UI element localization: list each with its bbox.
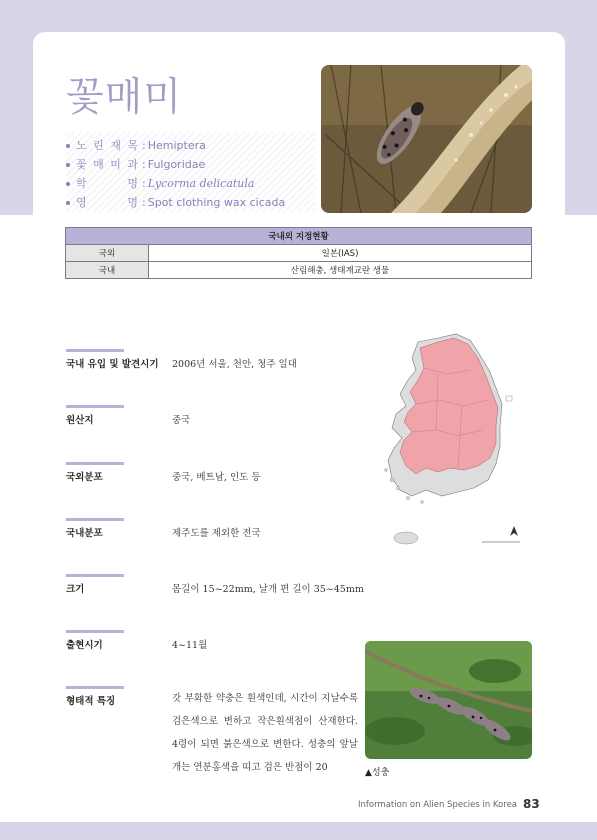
info-label-introduction: 국내 유입 및 발견시기 — [66, 349, 159, 370]
status-row-value: 산림해충, 생태계교란 생물 — [149, 262, 532, 279]
bullet-icon — [66, 144, 70, 148]
species-photo — [321, 65, 532, 213]
page-number: 83 — [523, 797, 540, 811]
info-label-size: 크기 — [66, 574, 124, 595]
status-row-value: 일본(IAS) — [149, 245, 532, 262]
status-table-header: 국내외 지정현황 — [66, 228, 532, 245]
footer-band — [0, 822, 597, 840]
info-value-foreign-distribution: 중국, 베트남, 인도 등 — [172, 472, 261, 483]
species-title: 꽃매미 — [66, 75, 183, 120]
designation-status-table — [65, 227, 532, 279]
bullet-icon — [66, 182, 70, 186]
north-arrow-icon — [482, 526, 520, 542]
info-value-size: 몸길이 15~22mm, 날개 편 길이 35~45mm — [172, 584, 364, 595]
fact-family: 꽃 매 미 과 : Fulgoridae — [66, 156, 205, 172]
morphology-description: 갓 부화한 약충은 흰색인데, 시간이 지날수록 검은색으로 변하고 작은흰색점이 산재한다. 4령이 되면 붉은색으로 변한다. 성충의 앞날개는 연분홍색을 띠고 검은 반점이 20 — [172, 693, 358, 773]
info-value-season: 4~11월 — [172, 640, 208, 651]
info-label-domestic-distribution: 국내분포 — [66, 518, 124, 539]
status-row-label: 국외 — [66, 245, 149, 262]
info-value-domestic-distribution: 제주도를 제외한 전국 — [172, 528, 261, 539]
fact-scientific-name: 학 명 : Lycorma delicatula — [66, 175, 254, 191]
adult-photo — [365, 641, 532, 759]
info-value-introduction: 2006년 서울, 천안, 청주 일대 — [172, 359, 297, 370]
info-label-foreign-distribution: 국외분포 — [66, 462, 124, 483]
fact-order: 노 린 재 목 : Hemiptera — [66, 137, 206, 153]
info-value-origin: 중국 — [172, 415, 191, 426]
footer-publication: Information on Alien Species in Korea — [358, 800, 518, 810]
distribution-map — [378, 330, 528, 552]
bullet-icon — [66, 201, 70, 205]
info-label-morphology: 형태적 특징 — [66, 686, 124, 707]
info-label-season: 출현시기 — [66, 630, 124, 651]
bullet-icon — [66, 163, 70, 167]
status-row-label: 국내 — [66, 262, 149, 279]
fact-english-name: 영 명 : Spot clothing wax cicada — [66, 194, 285, 210]
info-label-origin: 원산지 — [66, 405, 124, 426]
photo-caption: ▲성충 — [365, 768, 390, 778]
